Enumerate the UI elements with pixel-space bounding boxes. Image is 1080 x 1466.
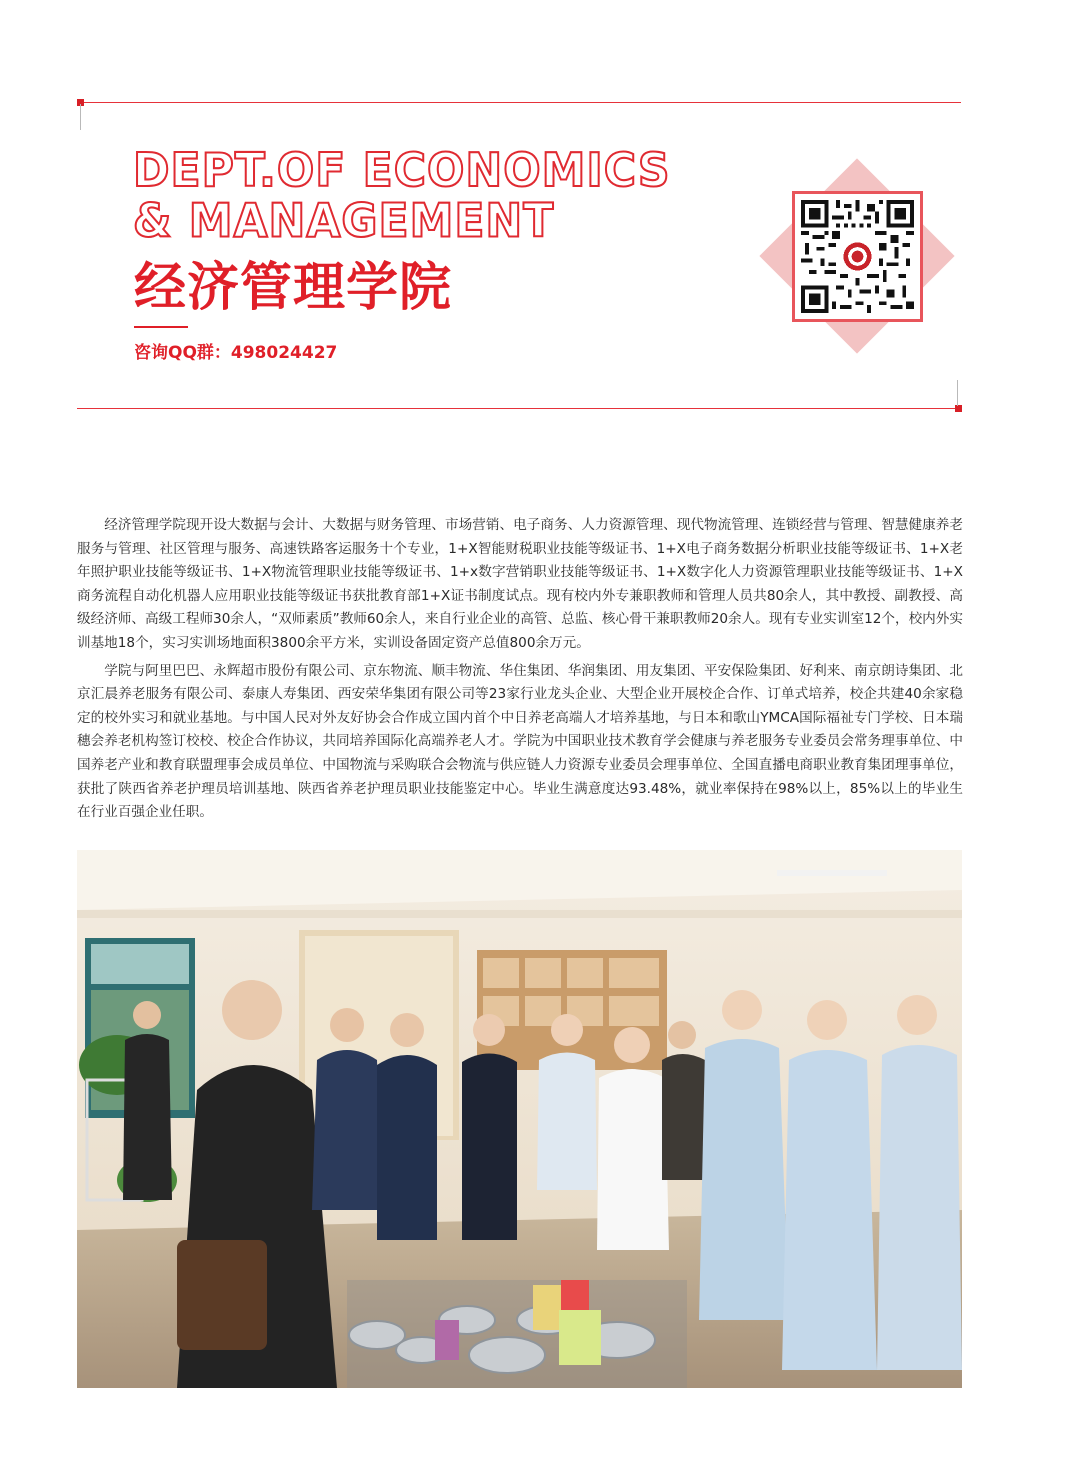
title-underline xyxy=(134,326,188,328)
paragraph-1: 经济管理学院现开设大数据与会计、大数据与财务管理、市场营销、电子商务、人力资源管理、现代物流管理、连锁经营与管理、智慧健康养老服务与管理、社区管理与服务、高速铁路客运服务十个专业，1+X智能财税职业技能等级证书、1+X电子商务数据分析职业技能等级证书、1+X老年照护职业技能等级证书、1+X物流管理职业技能等级证书、1+x数字营销职业技能等级证书、1+X数字化人力资源管理职业技能等级证书、1+X商务流程自动化机器人应用职业技能等级证书获批教育部1+X证书制度试点。现有校内外专兼职教师和管理人员共80余人，其中教授、副教授、高级经济师、高级工程师30余人，“双师素质”教师60余人，来自行业企业的高管、总监、核心骨干兼职教师20余人。现有专业实训室12个，校内外实训基地18个，实习实训场地面积3800余平方米，实训设备固定资产总值800余万元。 xyxy=(77,517,963,651)
title-english-line2: & MANAGEMENT xyxy=(133,194,555,248)
top-rule-tick xyxy=(80,104,81,130)
qq-group-label: 咨询QQ群：498024427 xyxy=(134,343,338,363)
title-english xyxy=(133,143,671,248)
paragraph-2: 学院与阿里巴巴、永辉超市股份有限公司、京东物流、顺丰物流、华住集团、华润集团、用友集团、平安保险集团、好利来、南京朗诗集团、北京汇晨养老服务有限公司、泰康人寿集团、西安荣华集团有限公司等23家行业龙头企业、大型企业开展校企合作、订单式培养，校企共建40余家稳定的校外实习和就业基地。与中国人民对外友好协会合作成立国内首个中日养老高端人才培养基地，与日本和歌山YMCA国际福祉专门学校、日本瑞穗会养老机构签订校校、校企合作协议，共同培养国际化高端养老人才。学院为中国职业技术教育学会健康与养老服务专业委员会常务理事单位、中国养老产业和教育联盟理事会成员单位、中国物流与采购联合会物流与供应链人力资源专业委员会理事单位、全国直播电商职业教育集团理事单位，获批了陕西省养老护理员培训基地、陕西省养老护理员职业技能鉴定中心。毕业生满意度达93.48%，就业率保持在98%以上，85%以上的毕业生在行业百强企业任职。 xyxy=(77,662,963,821)
photo-illustration xyxy=(77,850,962,1388)
title-english-line1: DEPT.OF ECONOMICS xyxy=(133,143,671,198)
training-room-photo xyxy=(77,850,962,1388)
bottom-rule xyxy=(77,408,955,409)
bottom-rule-tick xyxy=(957,380,958,406)
top-rule xyxy=(84,102,961,103)
qr-code-icon[interactable] xyxy=(801,200,914,313)
title-chinese: 经济管理学院 xyxy=(134,258,453,318)
bottom-rule-dot xyxy=(955,405,962,412)
body-text xyxy=(77,514,963,829)
